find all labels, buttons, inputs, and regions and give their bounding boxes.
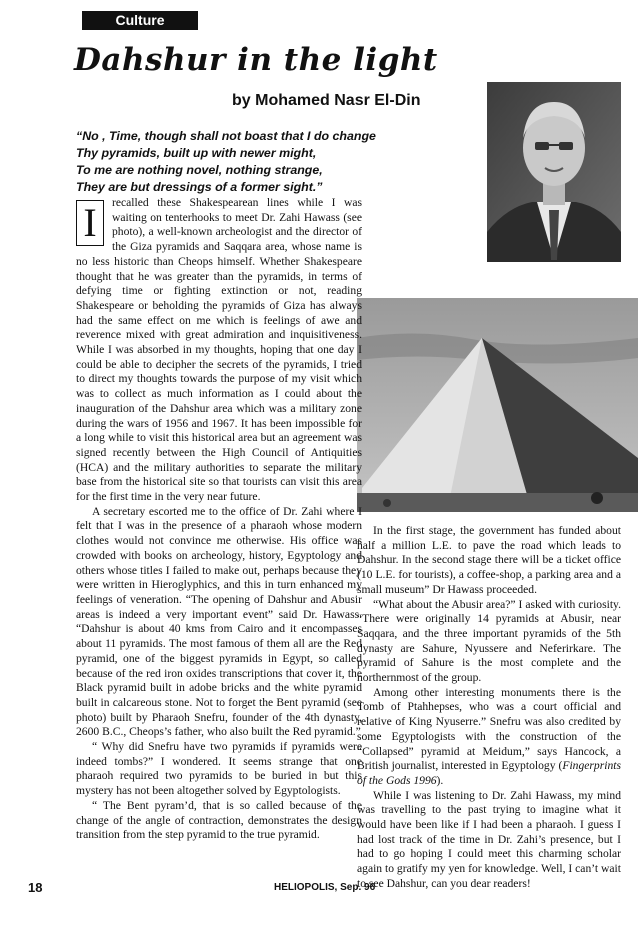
paragraph: A secretary escorted me to the office of Dr. Zahi where I felt that I was in the presence of a pharaoh whose modern clothes would not convince me otherwise. His office was crowded with books on archeology, history, Egyptology and others whose titles I failed to make out, perhaps because they were written in Hieroglyphics, and this in turn enhanced my feelings of veneration. “The opening of Dahshur and Abusir areas is indeed a very important event” said Dr. Hawass. “Dahshur is about 40 kms from Cairo and it encompasses about 11 pyramids. The most famous of them all are the Red pyramid, one of the biggest pyramids in Egypt, so called because of the red iron oxides transcriptions that cover it, the Black pyramid built in adobe bricks and the white pyramid built in calcareous stone. Not to forget the Bent pyramid (see photo) built by Pharaoh Snefru, founder of the 4th dynasty, 2600 B.C., Cheops’s father, who also built the Red pyramid.”: [76, 504, 362, 739]
paragraph-text: Among other interesting monuments there is the Tomb of Ptahhepses, who was a court official and relative of King Nyuserre.” Snefru was also credited by some Egyptologists with the construction of the “Collapsed” pyramid at Meidum,” says Hancock, a British journalist, interested in Egyptology (: [357, 685, 621, 773]
paragraph: In the first stage, the government has funded about half a million L.E. to pave the road which leads to Dahshur. In the second stage there will be a ticket office (10 L.E. for tourists), a coffee-shop, a parking area and a small museum” Dr Hawass proceeded.: [357, 524, 621, 596]
bent-pyramid-photo: [357, 298, 638, 512]
article-column-right: [357, 524, 621, 892]
epigraph-line: Thy pyramids, built up with newer might,: [76, 146, 317, 160]
paragraph: “ Why did Snefru have two pyramids if pyramids were indeed tombs?” I wondered. It seems strange that one pharaoh required two pyramids to be buried in but this mystery has not been altogether solved by Egyptologists.: [76, 740, 362, 798]
paragraph: [357, 686, 621, 789]
drop-cap: I: [76, 200, 104, 246]
byline: by Mohamed Nasr El-Din: [232, 92, 421, 109]
book-title: Fingerprints of the Gods 1996: [357, 759, 621, 787]
epigraph-line: They are but dressings of a former sight.”: [76, 180, 323, 194]
article-column-left: [76, 196, 362, 843]
section-label: Culture: [82, 11, 198, 30]
portrait-illustration: [487, 82, 621, 262]
paragraph-text: ).: [436, 773, 444, 787]
portrait-photo: [487, 82, 621, 262]
article-title: Dahshur in the light: [74, 42, 438, 78]
page-number: 18: [28, 880, 43, 895]
epigraph: [76, 128, 476, 196]
epigraph-line: “No , Time, though shall not boast that I do change: [76, 129, 376, 143]
pyramid-illustration: [357, 298, 638, 512]
paragraph: “ The Bent pyram’d, that is so called because of the change of the angle of contraction, demonstrates the design transition from the step pyramid to the true pyramid.: [76, 798, 362, 842]
publication-footer: HELIOPOLIS, Sep. 96: [274, 882, 376, 893]
paragraph: While I was listening to Dr. Zahi Hawass, my mind was travelling to the past trying to imagine what it would have been like if I had been a pharaoh. I guess I had lost track of the time in Dr. Zahi’s presence, but I had to go hoping I could meet this charming scholar again to gratify my yen for knowledge. Well, I can’t wait to see Dahshur, can you dear readers!: [357, 788, 621, 890]
paragraph: “What about the Abusir area?” I asked with curiosity. “There were originally 14 pyramids at Abusir, near Saqqara, and the three important pyramids of the 5th dynasty are Sahure, Nyussere and Neferirkare. The pyramid of Sahure is the most complete and the northernmost of the group.: [357, 597, 621, 685]
epigraph-line: To me are nothing novel, nothing strange,: [76, 163, 323, 177]
paragraph: [76, 196, 362, 505]
paragraph-text: recalled these Shakespearean lines while I was waiting on tenterhooks to meet Dr. Zahi Hawass (see photo), a well-known archeologist and the director of the Giza pyramids and Saqqara area, whose name is no less historic than Cheops himself. Whether Shakespeare thought that he was greater than the pyramids, in terms of defying time or fighting extinction or not, reading Shakespeare or beholding the pyramids of Giza has always had the same effect on me which is feelings of awe and reverence mixed with great admiration and inquisitiveness. While I was absorbed in my thoughts, hoping that one day I could be able to decipher the secrets of the pyramids, I tried to direct my thoughts towards the purpose of my visit which was to collect as much information as I could about the inauguration of the Dahshur area which was a military zone during the wars of 1956 and 1967. It has been impossible for a long while to visit this historical area but an agreement was signed recently between the High Council of Antiquities (HCA) and the military authorities to separate the military base from the historical site so that tourists can visit this area for the first time in the very near future.: [76, 196, 362, 504]
